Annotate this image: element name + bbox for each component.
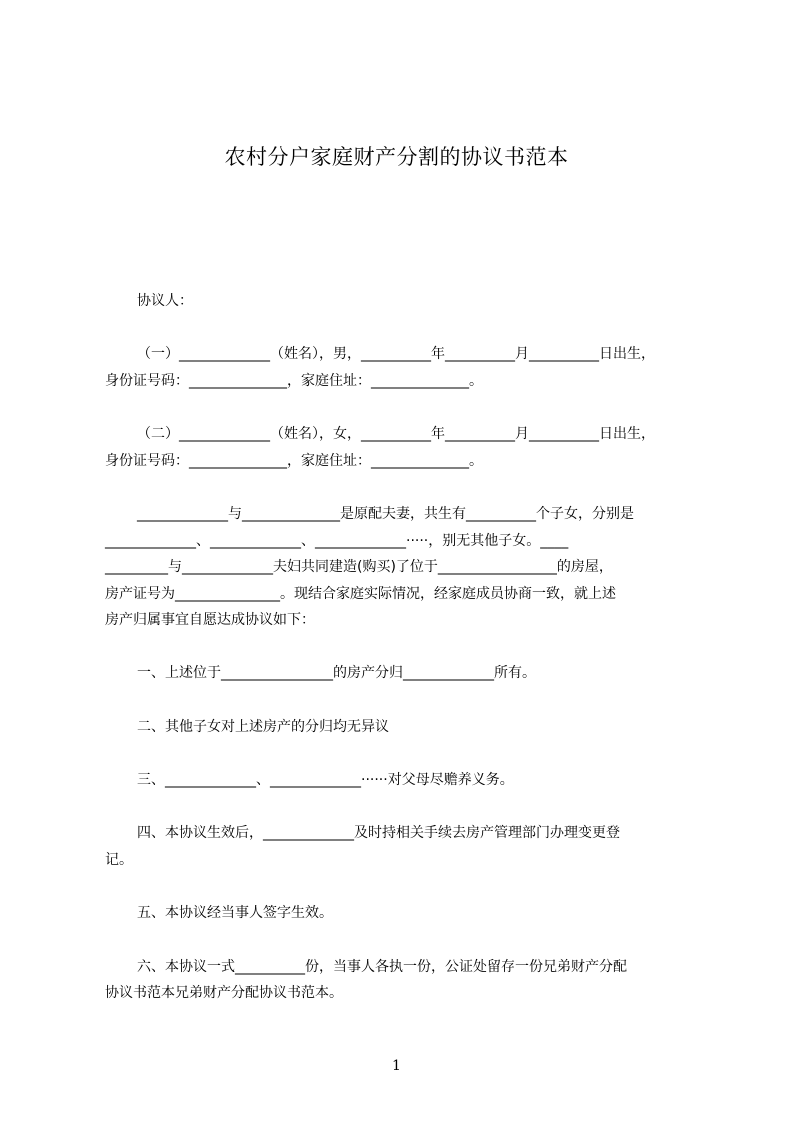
family-paragraph-line-3: _________与_____________夫妇共同建造(购买)了位于_________________的房屋， xyxy=(105,559,613,575)
family-paragraph-line-2: _____________、_____________、_____________·····，别无其他子女。____ xyxy=(105,533,569,549)
party-one-line: （一）_____________（姓名），男，__________年__________月__________日出生， xyxy=(137,346,655,362)
clause-four-line-2: 记。 xyxy=(105,852,133,868)
document-title: 农村分户家庭财产分割的协议书范本 xyxy=(224,145,569,169)
page-number: 1 xyxy=(392,1058,401,1074)
family-paragraph-line-4: 房产证号为_______________。现结合家庭实际情况，经家庭成员协商一致，就上述 xyxy=(105,586,616,602)
clause-four-line-1: 四、本协议生效后，_____________及时持相关手续去房产管理部门办理变更登 xyxy=(137,825,620,841)
parties-heading: 协议人： xyxy=(137,293,193,309)
clause-six-line-1: 六、本协议一式__________份，当事人各执一份，公证处留存一份兄弟财产分配 xyxy=(137,959,627,975)
clause-five: 五、本协议经当事人签字生效。 xyxy=(137,905,333,921)
clause-three: 三、_____________、_____________······对父母尽赡养义务。 xyxy=(137,772,514,788)
clause-six-line-2: 协议书范本兄弟财产分配协议书范本。 xyxy=(105,985,343,1001)
party-one-id-line: 身份证号码：______________，家庭住址：______________。 xyxy=(105,373,483,389)
clause-one: 一、上述位于________________的房产分归_____________所有。 xyxy=(137,665,536,681)
party-two-id-line: 身份证号码：______________，家庭住址：______________。 xyxy=(105,453,483,469)
family-paragraph-line-5: 房产归属事宜自愿达成协议如下： xyxy=(105,612,315,628)
party-two-line: （二）_____________（姓名），女，__________年__________月__________日出生， xyxy=(137,426,655,442)
family-paragraph-line-1: _____________与______________是原配夫妻，共生有__________个子女，分别是 xyxy=(137,506,634,522)
clause-two: 二、其他子女对上述房产的分归均无异议 xyxy=(137,719,389,735)
